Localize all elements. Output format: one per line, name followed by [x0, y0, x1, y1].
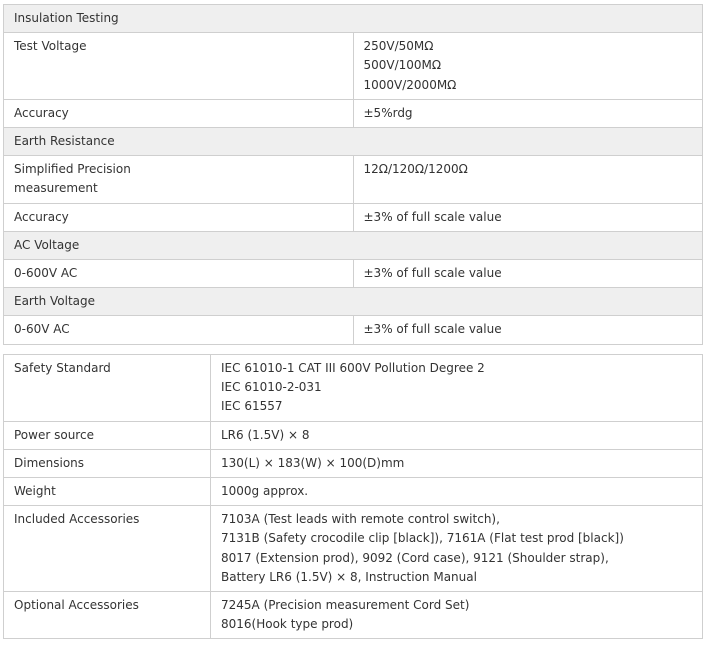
label-ac-voltage-range: 0-600V AC: [4, 260, 354, 288]
section-row-ac-voltage: [4, 231, 703, 259]
value-insulation-accuracy: ±5%rdg: [353, 99, 703, 127]
spec-row-power-source: [4, 421, 703, 449]
spec-row-simplified-precision: [4, 156, 703, 203]
label-dimensions: Dimensions: [4, 449, 211, 477]
value-simplified-precision: 12Ω/120Ω/1200Ω: [353, 156, 703, 203]
included-accessory-line: 7103A (Test leads with remote control switch),: [221, 512, 500, 527]
label-power-source: Power source: [4, 421, 211, 449]
label-included-accessories: Included Accessories: [4, 506, 211, 592]
label-line: Simplified Precision: [14, 162, 131, 177]
spec-row-ac-voltage-range: [4, 260, 703, 288]
label-safety-standard: Safety Standard: [4, 355, 211, 422]
value-earth-resistance-accuracy: ±3% of full scale value: [353, 203, 703, 231]
section-title-ac-voltage: AC Voltage: [4, 231, 703, 259]
label-insulation-accuracy: Accuracy: [4, 99, 354, 127]
spec-row-safety-standard: [4, 355, 703, 422]
label-optional-accessories: Optional Accessories: [4, 592, 211, 639]
value-test-voltage: [353, 33, 703, 100]
spec-row-earth-voltage-range: [4, 316, 703, 344]
value-earth-voltage-range: ±3% of full scale value: [353, 316, 703, 344]
spec-row-weight: [4, 478, 703, 506]
value-optional-accessories: [211, 592, 703, 639]
test-voltage-line: 500V/100MΩ: [363, 58, 442, 73]
optional-accessory-line: 8016(Hook type prod): [221, 617, 354, 632]
spec-row-insulation-accuracy: [4, 99, 703, 127]
test-voltage-line: 1000V/2000MΩ: [363, 77, 457, 92]
test-voltage-line: 250V/50MΩ: [363, 39, 434, 54]
spec-row-earth-resistance-accuracy: [4, 203, 703, 231]
section-row-earth-resistance: [4, 128, 703, 156]
value-power-source: LR6 (1.5V) × 8: [211, 421, 703, 449]
safety-standard-line: IEC 61557: [221, 399, 283, 414]
label-line: measurement: [14, 181, 98, 196]
section-title-earth-voltage: Earth Voltage: [4, 288, 703, 316]
included-accessory-line: 8017 (Extension prod), 9092 (Cord case), 9121 (Shoulder strap),: [221, 550, 609, 565]
label-earth-resistance-accuracy: Accuracy: [4, 203, 354, 231]
value-weight: 1000g approx.: [211, 478, 703, 506]
general-spec-table: [3, 354, 703, 639]
section-title-insulation: Insulation Testing: [4, 5, 703, 33]
optional-accessory-line: 7245A (Precision measurement Cord Set): [221, 598, 470, 613]
label-test-voltage: Test Voltage: [4, 33, 354, 100]
label-earth-voltage-range: 0-60V AC: [4, 316, 354, 344]
label-simplified-precision: [4, 156, 354, 203]
section-row-insulation: [4, 5, 703, 33]
label-weight: Weight: [4, 478, 211, 506]
value-ac-voltage-range: ±3% of full scale value: [353, 260, 703, 288]
safety-standard-line: IEC 61010-1 CAT III 600V Pollution Degree 2: [221, 361, 485, 375]
value-safety-standard: [211, 355, 703, 422]
spec-row-included-accessories: [4, 506, 703, 592]
spec-row-optional-accessories: [4, 592, 703, 639]
included-accessory-line: 7131B (Safety crocodile clip [black]), 7161A (Flat test prod [black]): [221, 531, 624, 546]
section-title-earth-resistance: Earth Resistance: [4, 128, 703, 156]
included-accessory-line: Battery LR6 (1.5V) × 8, Instruction Manual: [221, 569, 477, 584]
measurement-spec-table: [3, 4, 703, 345]
value-included-accessories: [211, 506, 703, 592]
value-dimensions: 130(L) × 183(W) × 100(D)mm: [211, 449, 703, 477]
spec-row-test-voltage: [4, 33, 703, 100]
spec-row-dimensions: [4, 449, 703, 477]
section-row-earth-voltage: [4, 288, 703, 316]
safety-standard-line: IEC 61010-2-031: [221, 380, 322, 395]
